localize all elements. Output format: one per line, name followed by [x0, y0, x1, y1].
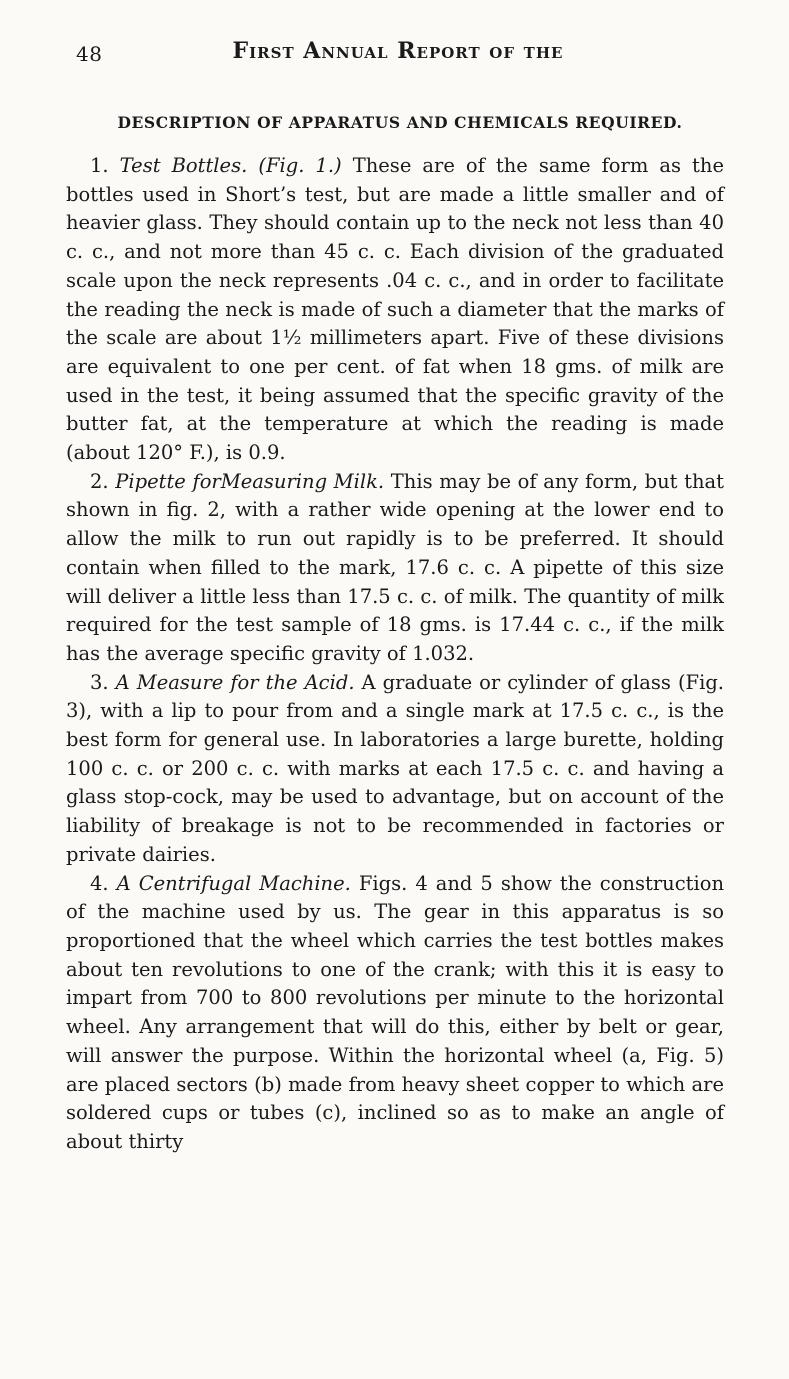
item-title: A Measure for the Acid.: [115, 670, 355, 694]
paragraph-centrifugal-machine: [66, 870, 724, 1157]
section-heading: DESCRIPTION OF APPARATUS AND CHEMICALS REQUIRED.: [117, 113, 683, 132]
paragraph-text: A graduate or cylinder of glass (Fig. 3), with a lip to pour from and a single mark at 17.5 c. c., is the best form for general use. In laboratories a large burette, holding 100 c. c. or 200 c. c. with marks at each 17.5 c. c. and having a glass stop-cock, may be used to advantage, but on account of the liability of breakage is not to be recommended in factories or private dairies.: [66, 670, 724, 866]
running-header: [68, 38, 728, 68]
item-number: 4.: [90, 871, 109, 895]
item-number: 1.: [90, 154, 109, 177]
paragraph-text: Figs. 4 and 5 show the construction of the machine used by us. The gear in this apparatus is so proportioned that the wheel which carries the test bottles makes about ten revolutions to one of the crank; with this it is easy to impart from 700 to 800 revolutions per minute to the horizontal wheel. Any arrangement that will do this, either by belt or gear, will answer the purpose. Within the horizontal wheel (a, Fig. 5) are placed sectors (b) made from heavy sheet copper to which are soldered cups or tubes (c), inclined so as to make an angle of about thirty: [66, 871, 725, 1153]
paragraph-test-bottles: [66, 152, 724, 468]
item-number: 2.: [90, 469, 109, 493]
figure-reference: (Fig. 1.): [258, 154, 342, 177]
item-number: 3.: [90, 670, 109, 694]
paragraph-pipette: [66, 468, 724, 669]
body-text: [66, 152, 724, 1157]
paragraph-acid-measure: [66, 669, 724, 870]
page-number: 48: [76, 42, 103, 66]
item-title: A Centrifugal Machine.: [116, 871, 351, 895]
paragraph-text: These are of the same form as the bottles used in Short’s test, but are made a little smaller and of heavier glass. They should contain up to the neck not less than 40 c. c., and not more than 45 c. c. Each division of the graduated scale upon the neck represents .04 c. c., and in order to facilitate the reading the neck is made of such a diameter that the marks of the scale are about 1½ millimeters apart. Five of these divisions are equivalent to one per cent. of fat when 18 gms. of milk are used in the test, it being assumed that the specific gravity of the butter fat, at the temperature at which the reading is made (about 120° F.), is 0.9.: [66, 154, 724, 465]
item-title: Test Bottles.: [119, 154, 248, 177]
running-title: First Annual Report of the: [232, 38, 564, 64]
item-title: Pipette forMeasuring Milk.: [115, 469, 385, 493]
paragraph-text: This may be of any form, but that shown in fig. 2, with a rather wide opening at the lower end to allow the milk to run out rapidly is to be preferred. It should contain when filled to the mark, 17.6 c. c. A pipette of this size will deliver a little less than 17.5 c. c. of milk. The quantity of milk required for the test sample of 18 gms. is 17.44 c. c., if the milk has the average specific gravity of 1.032.: [66, 469, 725, 665]
